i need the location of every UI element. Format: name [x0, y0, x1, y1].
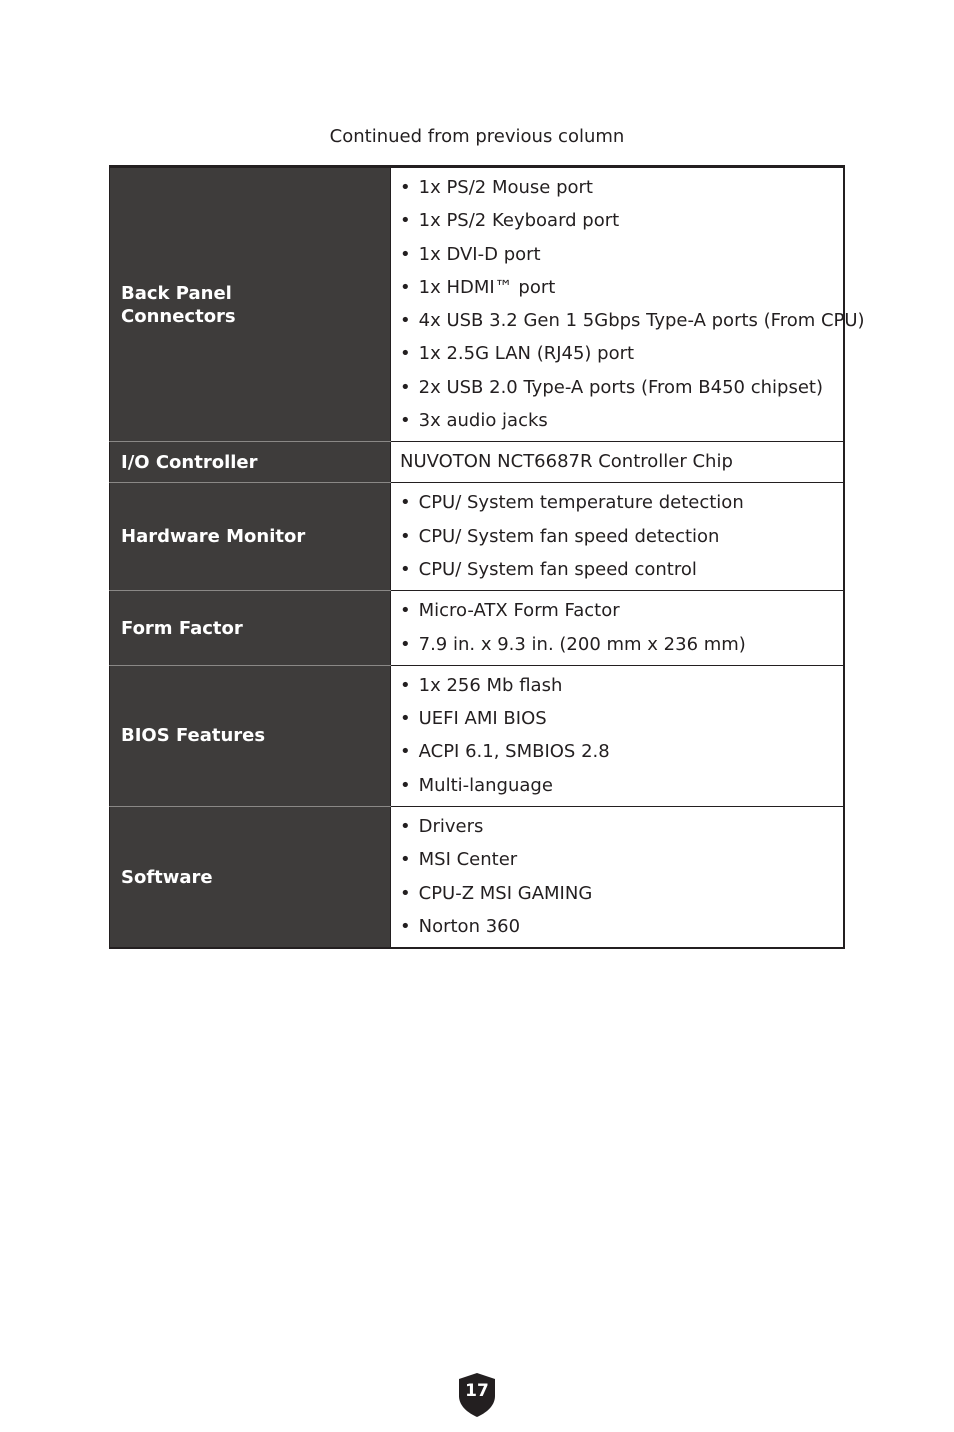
list-item: • ACPI 6.1, SMBIOS 2.8 — [400, 735, 834, 768]
spec-value-hardware-monitor — [391, 483, 845, 591]
spec-label-io-controller: I/O Controller — [110, 442, 391, 483]
list-item: • CPU/ System fan speed detection — [400, 520, 834, 553]
list-item: • CPU/ System temperature detection — [400, 486, 834, 519]
list-item: • 1x HDMI™ port — [400, 271, 834, 304]
list-item: • 3x audio jacks — [400, 404, 834, 437]
list-item: • Multi-language — [400, 769, 834, 802]
continued-note: Continued from previous column — [329, 126, 625, 147]
list-item: • CPU/ System fan speed control — [400, 553, 834, 586]
io-controller-value: NUVOTON NCT6687R Controller Chip — [400, 451, 733, 473]
spec-label-form-factor: Form Factor — [110, 591, 391, 666]
list-item: • 1x 256 Mb flash — [400, 669, 834, 702]
list-item: • 1x 2.5G LAN (RJ45) port — [400, 337, 834, 370]
list-item: • 4x USB 3.2 Gen 1 5Gbps Type-A ports (From CPU) — [400, 304, 834, 337]
spec-row-io-controller — [110, 442, 845, 483]
spec-label-back-panel: Back Panel Connectors — [110, 167, 391, 442]
page-number: 17 — [465, 1381, 489, 1401]
list-item: • Norton 360 — [400, 910, 834, 943]
list-item: • Drivers — [400, 810, 834, 843]
list-item: • 1x DVI-D port — [400, 238, 834, 271]
spec-row-software — [110, 807, 845, 949]
spec-row-bios — [110, 665, 845, 806]
spec-value-form-factor — [391, 591, 845, 666]
spec-row-hardware-monitor — [110, 483, 845, 591]
spec-value-io-controller — [391, 442, 845, 483]
spec-label-software: Software — [110, 807, 391, 949]
list-item: • 7.9 in. x 9.3 in. (200 mm x 236 mm) — [400, 628, 834, 661]
spec-row-back-panel — [110, 167, 845, 442]
spec-value-back-panel — [391, 167, 865, 442]
spec-label-hardware-monitor: Hardware Monitor — [110, 483, 391, 591]
spec-table — [109, 165, 865, 949]
list-item: • MSI Center — [400, 843, 834, 876]
spec-row-form-factor — [110, 591, 845, 666]
spec-value-bios — [391, 665, 845, 806]
spec-value-software — [391, 807, 845, 949]
list-item: • 1x PS/2 Mouse port — [400, 171, 834, 204]
list-item: • UEFI AMI BIOS — [400, 702, 834, 735]
list-item: • 2x USB 2.0 Type-A ports (From B450 chipset) — [400, 371, 834, 404]
list-item: • CPU-Z MSI GAMING — [400, 877, 834, 910]
list-item: • 1x PS/2 Keyboard port — [400, 204, 834, 237]
spec-label-bios: BIOS Features — [110, 665, 391, 806]
list-item: • Micro-ATX Form Factor — [400, 594, 834, 627]
